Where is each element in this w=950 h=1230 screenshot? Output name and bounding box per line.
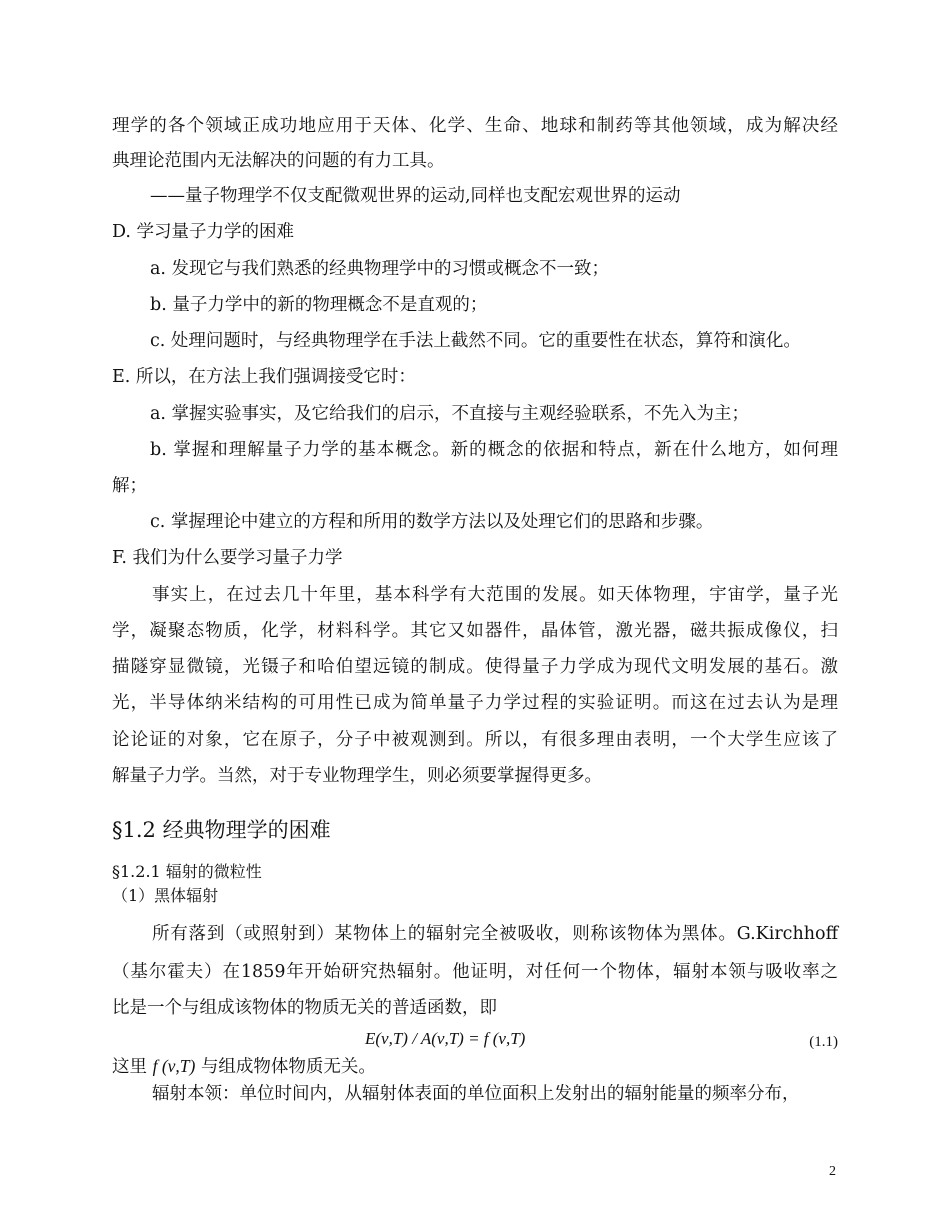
paragraph-line: 描隧穿显微镜，光镊子和哈伯望远镜的制成。使得量子力学成为现代文明发展的基石。激 xyxy=(112,657,838,677)
list-item: c. 处理问题时，与经典物理学在手法上截然不同。它的重要性在状态，算符和演化。 xyxy=(150,331,801,351)
subsection-title: §1.2.1 辐射的微粒性 xyxy=(112,862,262,881)
paragraph-line: 论论证的对象，它在原子，分子中被观测到。所以，有很多理由表明，一个大学生应该了 xyxy=(112,730,838,750)
section-title: §1.2 经典物理学的困难 xyxy=(112,818,331,842)
paragraph-line: 解量子力学。当然，对于专业物理学生，则必须要掌握得更多。 xyxy=(112,766,602,786)
paragraph-line xyxy=(112,1055,838,1078)
subsubsection-title: （1）黑体辐射 xyxy=(112,886,219,905)
paragraph-line: 事实上，在过去几十年里，基本科学有大范围的发展。如天体物理，宇宙学，量子光 xyxy=(152,585,838,605)
paragraph-line: 学，凝聚态物质，化学，材料科学。其它又如器件，晶体管，激光器，磁共振成像仪，扫 xyxy=(112,621,838,641)
list-item: b. 量子力学中的新的物理概念不是直观的； xyxy=(150,295,488,315)
section-e-heading: E. 所以，在方法上我们强调接受它时： xyxy=(112,367,416,387)
section-d-heading: D. 学习量子力学的困难 xyxy=(112,222,295,242)
paragraph-line: 辐射本领：单位时间内，从辐射体表面的单位面积上发射出的辐射能量的频率分布， xyxy=(152,1084,800,1104)
page-number: 2 xyxy=(829,1164,836,1179)
quote-line: ——量子物理学不仅支配微观世界的运动,同样也支配宏观世界的运动 xyxy=(150,186,681,206)
equation-number: (1.1) xyxy=(809,1034,838,1050)
list-item: a. 发现它与我们熟悉的经典物理学中的习惯或概念不一致； xyxy=(150,259,610,279)
section-f-heading: F. 我们为什么要学习量子力学 xyxy=(112,548,343,568)
paragraph-line: 比是一个与组成该物体的物质无关的普适函数，即 xyxy=(112,998,497,1018)
paragraph-line: 光，半导体纳米结构的可用性已成为简单量子力学过程的实验证明。而这在过去认为是理 xyxy=(112,693,838,713)
text-run: 这里 xyxy=(112,1057,147,1077)
list-item: a. 掌握实验事实，及它给我们的启示，不直接与主观经验联系，不先入为主； xyxy=(150,404,750,424)
text-run: 与组成物体物质无关。 xyxy=(200,1057,376,1077)
equation: E(ν,T) / A(ν,T) = f (ν,T) xyxy=(365,1029,526,1048)
inline-math: f (ν,T) xyxy=(152,1056,196,1076)
list-item: b. 掌握和理解量子力学的基本概念。新的概念的依据和特点，新在什么地方，如何理 xyxy=(150,440,838,460)
paragraph-line: 典理论范围内无法解决的问题的有力工具。 xyxy=(112,151,445,171)
list-item-continuation: 解； xyxy=(112,476,147,496)
list-item: c. 掌握理论中建立的方程和所用的数学方法以及处理它们的思路和步骤。 xyxy=(150,512,714,532)
paragraph-line: （基尔霍夫）在1859年开始研究热辐射。他证明，对任何一个物体，辐射本领与吸收率之 xyxy=(112,962,838,982)
paragraph-line: 所有落到（或照射到）某物体上的辐射完全被吸收，则称该物体为黑体。G.Kirchhoff xyxy=(152,924,838,944)
paragraph-line: 理学的各个领域正成功地应用于天体、化学、生命、地球和制药等其他领域，成为解决经 xyxy=(112,116,838,136)
